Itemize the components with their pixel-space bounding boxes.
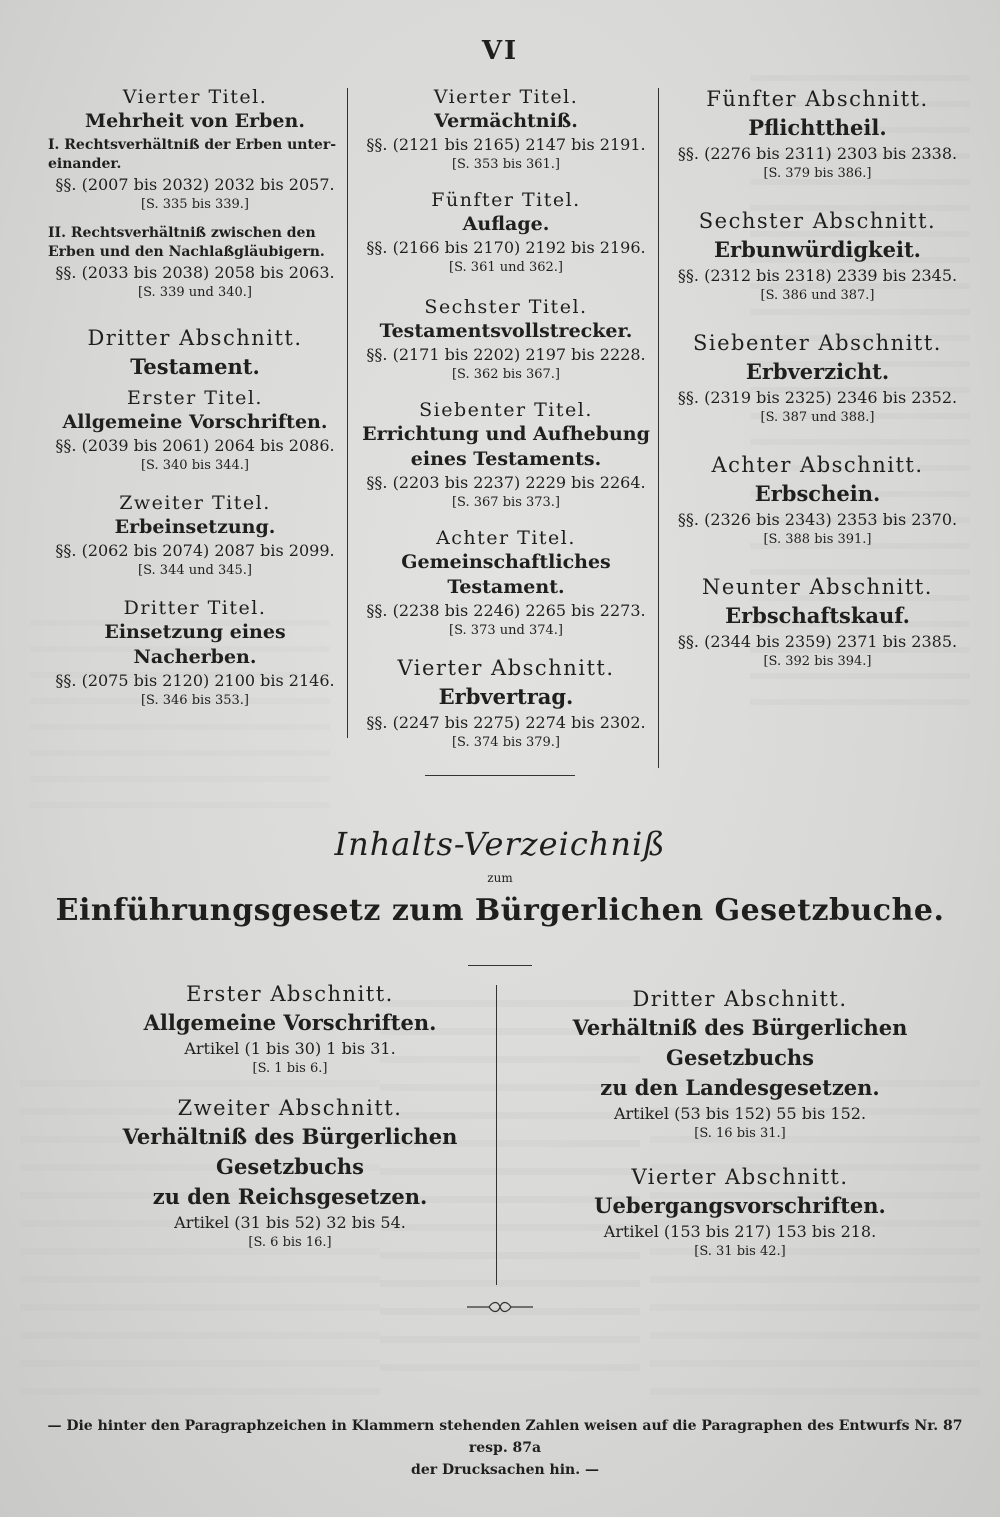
abschnitt-title: Vierter Abschnitt. bbox=[631, 1165, 849, 1189]
abschnitt-title: Dritter Abschnitt. bbox=[87, 326, 303, 350]
section-heading: Erbschaftskauf. bbox=[725, 603, 910, 628]
page-range: [S. 367 bis 373.] bbox=[451, 495, 561, 510]
toc-zum: zum bbox=[487, 871, 513, 885]
section-heading: Verhältniß des Bürgerlichen Gesetzbuchs bbox=[572, 1015, 908, 1070]
section-heading: Erbunwürdigkeit. bbox=[714, 237, 921, 262]
article-range: Artikel (53 bis 152) 55 bis 152. bbox=[613, 1104, 867, 1123]
ornament-divider bbox=[465, 1300, 535, 1314]
page-range: [S. 353 bis 361.] bbox=[451, 157, 561, 172]
section-heading: Erbschein. bbox=[754, 481, 881, 506]
page-range: [S. 362 bis 367.] bbox=[451, 367, 561, 382]
paragraph-range: §§. (2039 bis 2061) 2064 bis 2086. bbox=[55, 436, 335, 455]
subsection-label: II. Rechtsverhältniß zwischen den Erben und den Nachlaßgläubigern. bbox=[48, 225, 325, 260]
paragraph-range: §§. (2344 bis 2359) 2371 bis 2385. bbox=[677, 632, 958, 651]
section-subtitle: Siebenter Titel. bbox=[419, 399, 593, 421]
section-heading: Erbverzicht. bbox=[745, 359, 890, 384]
paragraph-range: §§. (2326 bis 2343) 2353 bis 2370. bbox=[677, 510, 958, 529]
section-subtitle: Achter Titel. bbox=[436, 527, 576, 549]
section-subtitle: Vierter Titel. bbox=[433, 86, 579, 108]
page-range: [S. 335 bis 339.] bbox=[140, 197, 250, 212]
page-range: [S. 392 bis 394.] bbox=[763, 654, 872, 669]
section-heading: Erbeinsetzung. bbox=[114, 516, 276, 538]
page-range: [S. 361 und 362.] bbox=[449, 260, 563, 275]
section-heading: Uebergangsvorschriften. bbox=[594, 1193, 886, 1218]
bottom-left-column bbox=[90, 980, 490, 1262]
section-heading: Mehrheit von Erben. bbox=[85, 110, 305, 132]
paragraph-range: §§. (2203 bis 2237) 2229 bis 2264. bbox=[366, 473, 646, 492]
section-heading: Auflage. bbox=[462, 213, 550, 235]
abschnitt-title: Neunter Abschnitt. bbox=[702, 575, 933, 599]
page-range: [S. 31 bis 42.] bbox=[694, 1244, 786, 1259]
footnote-line: der Drucksachen hin. — bbox=[411, 1462, 599, 1478]
paragraph-range: §§. (2171 bis 2202) 2197 bis 2228. bbox=[366, 345, 646, 364]
article-range: Artikel (153 bis 217) 153 bis 218. bbox=[603, 1222, 877, 1241]
abschnitt-title: Siebenter Abschnitt. bbox=[693, 331, 942, 355]
paragraph-range: §§. (2247 bis 2275) 2274 bis 2302. bbox=[366, 713, 646, 732]
section-heading: Gemeinschaftliches Testament. bbox=[401, 551, 611, 598]
article-range: Artikel (1 bis 30) 1 bis 31. bbox=[184, 1039, 396, 1058]
column-right bbox=[665, 85, 970, 681]
paragraph-range: §§. (2312 bis 2318) 2339 bis 2345. bbox=[677, 266, 958, 285]
section-heading: zu den Reichsgesetzen. bbox=[152, 1184, 428, 1209]
page-range: [S. 340 bis 344.] bbox=[140, 458, 250, 473]
page-range: [S. 386 und 387.] bbox=[760, 288, 875, 303]
abschnitt-title: Achter Abschnitt. bbox=[711, 453, 924, 477]
abschnitt-title: Sechster Abschnitt. bbox=[698, 209, 937, 233]
section-heading: Erbvertrag. bbox=[438, 684, 574, 709]
paragraph-range: §§. (2075 bis 2120) 2100 bis 2146. bbox=[55, 671, 335, 690]
abschnitt-title: Erster Abschnitt. bbox=[186, 982, 394, 1006]
paragraph-range: §§. (2007 bis 2032) 2032 bis 2057. bbox=[55, 175, 335, 194]
page-range: [S. 1 bis 6.] bbox=[252, 1061, 328, 1076]
paragraph-range: §§. (2319 bis 2325) 2346 bis 2352. bbox=[677, 388, 958, 407]
section-heading: Testamentsvollstrecker. bbox=[379, 320, 633, 342]
section-subtitle: Vierter Titel. bbox=[122, 86, 268, 108]
paragraph-range: §§. (2062 bis 2074) 2087 bis 2099. bbox=[55, 541, 335, 560]
paragraph-range: §§. (2033 bis 2038) 2058 bis 2063. bbox=[55, 263, 335, 282]
section-heading: Einsetzung eines Nacherben. bbox=[104, 621, 286, 668]
column-divider bbox=[347, 88, 348, 738]
separator-line bbox=[468, 965, 532, 966]
section-subtitle: Dritter Titel. bbox=[123, 597, 267, 619]
paragraph-range: §§. (2121 bis 2165) 2147 bis 2191. bbox=[366, 135, 646, 154]
separator-line bbox=[425, 775, 575, 776]
section-heading: Errichtung und Aufhebung eines Testaments. bbox=[362, 423, 650, 470]
page-range: [S. 379 bis 386.] bbox=[763, 166, 872, 181]
subsection-label: I. Rechtsverhältniß der Erben unter- einander. bbox=[48, 137, 337, 172]
section-heading: Verhältniß des Bürgerlichen Gesetzbuchs bbox=[122, 1124, 458, 1179]
section-subtitle: Erster Titel. bbox=[127, 387, 263, 409]
column-left bbox=[40, 85, 350, 720]
section-heading: Pflichttheil. bbox=[748, 115, 887, 140]
page-range: [S. 16 bis 31.] bbox=[694, 1126, 786, 1141]
page-range: [S. 373 und 374.] bbox=[449, 623, 563, 638]
section-subtitle: Fünfter Titel. bbox=[431, 189, 581, 211]
abschnitt-title: Vierter Abschnitt. bbox=[397, 656, 615, 680]
footnote bbox=[30, 1415, 980, 1481]
section-subtitle: Sechster Titel. bbox=[424, 296, 588, 318]
page-range: [S. 344 und 345.] bbox=[138, 563, 252, 578]
paragraph-range: §§. (2166 bis 2170) 2192 bis 2196. bbox=[366, 238, 646, 257]
section-heading: Vermächtniß. bbox=[434, 110, 578, 132]
column-middle bbox=[352, 85, 660, 762]
section-subtitle: Zweiter Titel. bbox=[119, 492, 271, 514]
page-range: [S. 388 bis 391.] bbox=[763, 532, 872, 547]
abschnitt-title: Fünfter Abschnitt. bbox=[706, 87, 929, 111]
toc-title: Inhalts-Verzeichniß bbox=[334, 825, 666, 863]
page-number: VI bbox=[481, 36, 519, 66]
abschnitt-title: Zweiter Abschnitt. bbox=[177, 1096, 403, 1120]
paragraph-range: §§. (2238 bis 2246) 2265 bis 2273. bbox=[366, 601, 646, 620]
section-heading: Testament. bbox=[130, 354, 260, 379]
column-divider bbox=[496, 985, 497, 1285]
page-range: [S. 6 bis 16.] bbox=[248, 1235, 332, 1250]
section-heading: Allgemeine Vorschriften. bbox=[62, 411, 328, 433]
section-heading: Allgemeine Vorschriften. bbox=[143, 1010, 437, 1035]
page-range: [S. 387 und 388.] bbox=[760, 410, 875, 425]
page-range: [S. 339 und 340.] bbox=[138, 285, 252, 300]
paragraph-range: §§. (2276 bis 2311) 2303 bis 2338. bbox=[677, 144, 958, 163]
section-heading: zu den Landesgesetzen. bbox=[600, 1075, 880, 1100]
toc-subject-title: Einführungsgesetz zum Bürgerlichen Gesetzbuche. bbox=[55, 893, 945, 928]
footnote-line: — Die hinter den Paragraphzeichen in Klammern stehenden Zahlen weisen auf die Paragraphen des Entwurfs Nr. 87 resp. 87a bbox=[47, 1418, 963, 1456]
page-range: [S. 346 bis 353.] bbox=[140, 693, 250, 708]
abschnitt-title: Dritter Abschnitt. bbox=[632, 987, 848, 1011]
page-range: [S. 374 bis 379.] bbox=[451, 735, 561, 750]
article-range: Artikel (31 bis 52) 32 bis 54. bbox=[174, 1213, 406, 1232]
bottom-right-column bbox=[510, 985, 970, 1271]
